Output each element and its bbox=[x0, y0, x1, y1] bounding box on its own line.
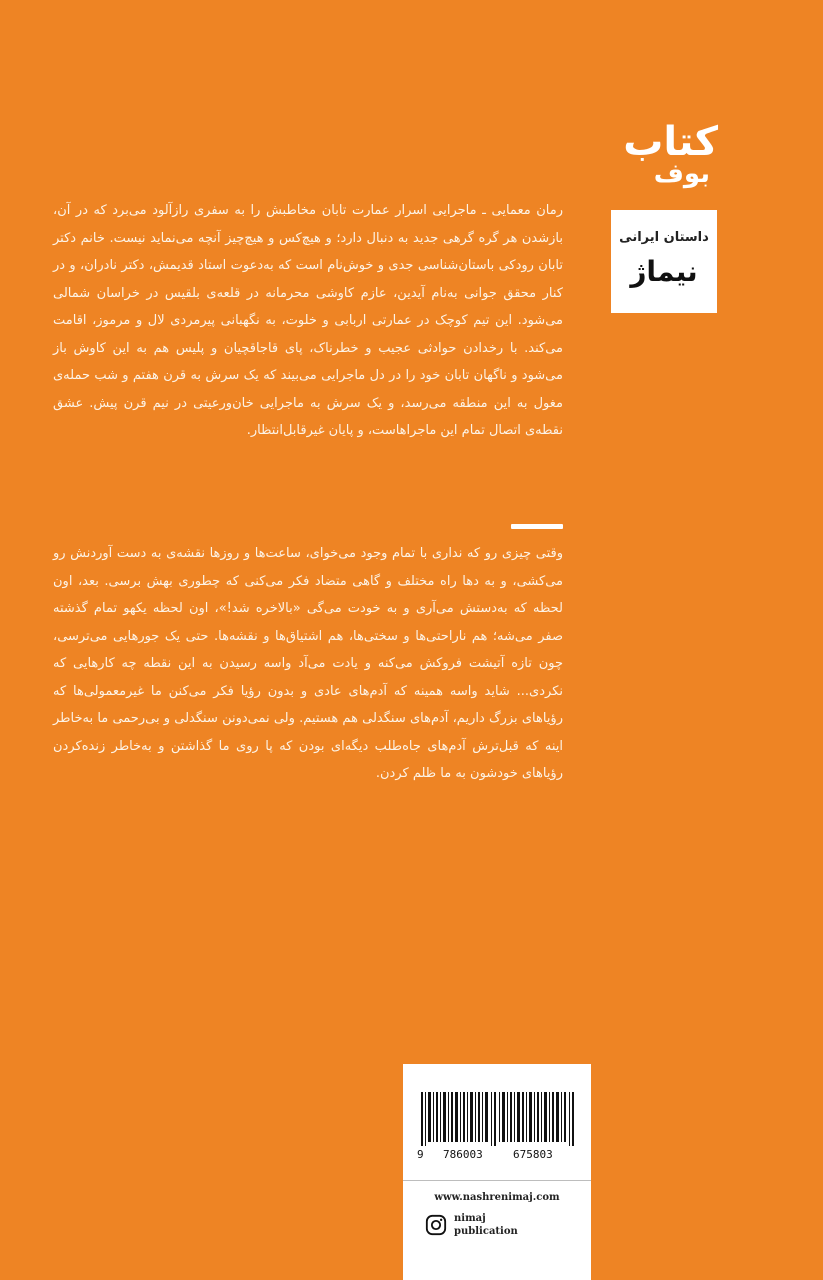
series-label: داستان ایرانی bbox=[619, 230, 709, 245]
isbn-barcode bbox=[421, 1092, 576, 1146]
publisher-badge bbox=[611, 210, 717, 313]
panel-divider bbox=[403, 1180, 591, 1181]
instagram-handle[interactable] bbox=[425, 1212, 518, 1238]
isbn-digits bbox=[417, 1148, 582, 1162]
website-link[interactable]: www.nashrenimaj.com bbox=[434, 1192, 560, 1203]
instagram-line-1: nimaj bbox=[454, 1213, 486, 1224]
instagram-text bbox=[454, 1212, 518, 1238]
logo-line-buf: بوف bbox=[653, 159, 710, 189]
kitab-buf-logo bbox=[598, 118, 748, 198]
barcode-panel bbox=[403, 1064, 591, 1280]
isbn-prefix: 9 bbox=[417, 1148, 424, 1161]
isbn-group-1: 786003 bbox=[443, 1148, 483, 1161]
publisher-logo bbox=[630, 255, 697, 288]
section-divider bbox=[511, 524, 563, 529]
isbn-group-2: 675803 bbox=[513, 1148, 553, 1161]
blurb-paragraph-2: وقتی چیزی رو که نداری با تمام وجود می‌خوای، ساعت‌ها و روزها نقشه‌ی به دست آوردنش رو می‌کشی، و به دها راه مختلف و گاهی متضاد فکر می‌کنی که چطوری بهش برسی. بعد، اون لحظه که به‌دستش می‌آری و به خودت می‌گی «بالاخره شد!»، اون لحظه یکهو تمام گذشته صفر می‌شه؛ هم ناراحتی‌ها و سختی‌ها، هم اشتیاق‌ها و نقشه‌ها. حتی یک جورهایی می‌ترسی، چون تازه آتیشت فروکش می‌کنه و یادت می‌آد واسه رسیدن به این نقطه چه کارهایی که نکردی... شاید واسه همینه که آدم‌های عادی و بدون رؤیا فکر می‌کنن ما غیرمعمولی‌ها که رؤیاهای بزرگ داریم، آدم‌های سنگدلی هم هستیم. ولی نمی‌دونن سنگدلی و بی‌رحمی ما به‌خاطر اینه که قبل‌ترش آدم‌های جاه‌طلب دیگه‌ای بودن که پا روی ما گذاشتن و به‌خاطر زنده‌کردن رؤیاهای خودشون به ما ظلم کردن. bbox=[53, 546, 563, 781]
logo-line-kitab: کتاب bbox=[623, 119, 718, 165]
instagram-line-2: publication bbox=[454, 1226, 518, 1237]
blurb-paragraph-1: رمان معمایی ـ ماجرایی اسرار عمارت تابان مخاطبش را به سفری رازآلود می‌برد که در آن، بازشدن هر گره گرهی جدید به دنبال دارد؛ و هیچ‌کس و هیچ‌چیز آنچه می‌نماید نیست. خانم دکتر تابان رودکی باستان‌شناسی جدی و خوش‌نام است که به‌دعوت استاد قدیمش، دکتر نادران، و در کنار محقق جوانی به‌نام آیدین، عازم کاوشی محرمانه در قلعه‌ی بلقیس در خراسان شمالی می‌شود. این تیم کوچک در عمارتی اربابی و خلوت، به نگهبانی پیرمردی لال و مرموز، اقامت می‌کند. با رخدادن حوادثی عجیب و خطرناک، پای قاجاقچیان و پلیس هم به این کاوش باز می‌شود و ناگهان تابان خود را در دل ماجرایی می‌بیند که یک سرش به قرن هفتم و شب حمله‌ی مغول به این منطقه می‌رسد، و یک سرش به ماجرایی خان‌ورعیتی در نیم قرن پیش. عشق نقطه‌ی اتصال تمام این ماجراهاست، و پایان غیرقابل‌انتظار. bbox=[53, 203, 563, 438]
instagram-icon bbox=[425, 1214, 447, 1236]
publisher-name: نیماژ bbox=[630, 255, 698, 288]
